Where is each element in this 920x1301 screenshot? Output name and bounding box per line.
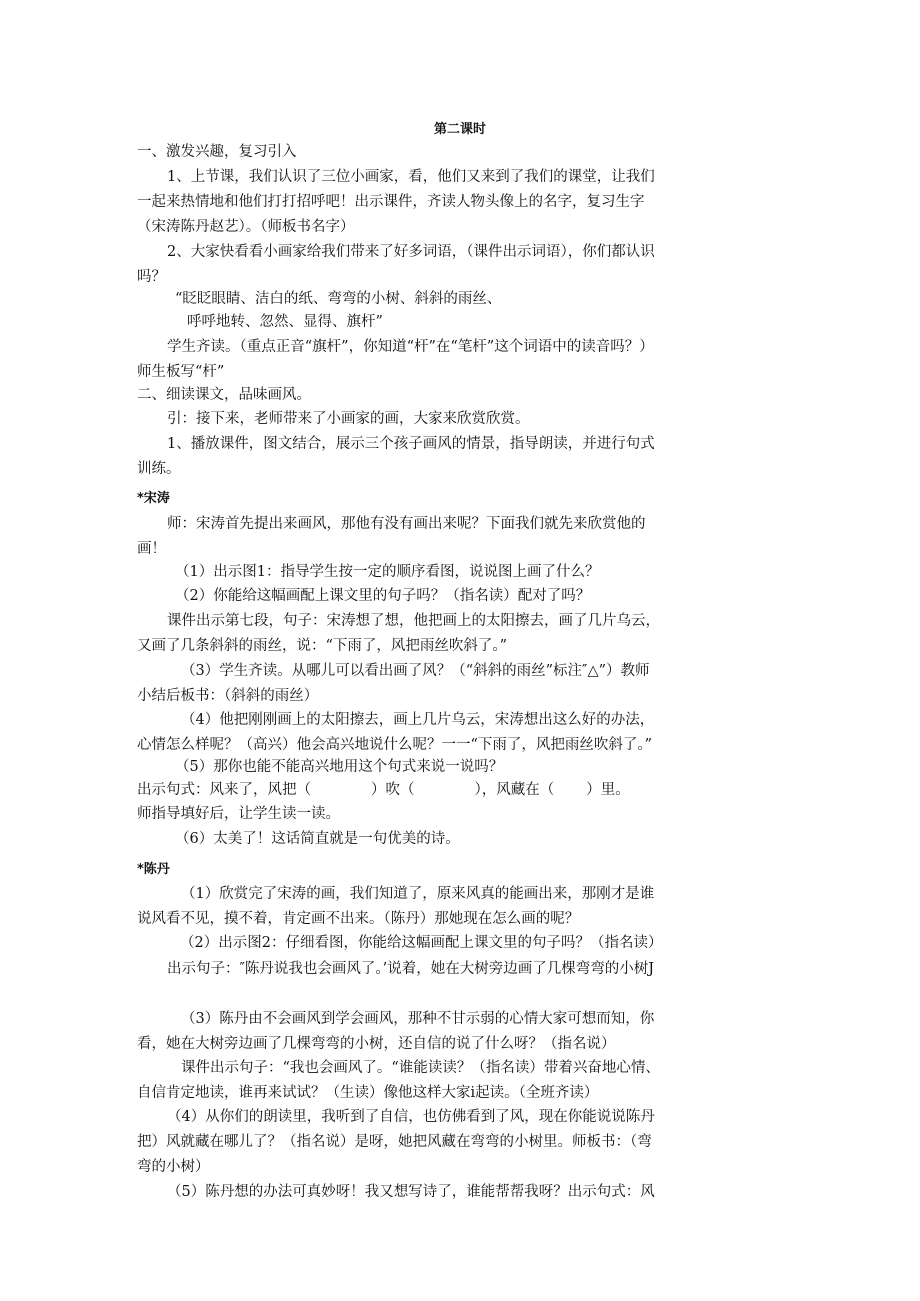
sentence-pattern-part-c: ），风藏在（ [474,782,555,798]
sentence-pattern-part-b: ）吹（ [371,782,415,798]
paragraph-pronunciation: 学生齐读。（重点正音“旗杆”，你知道“杆”在“笔杆”这个词语中的读音吗？）师生板写“杆” [137,339,654,380]
paragraph-chendan-5: （5）陈丹想的办法可真妙呀！我又想写诗了，谁能帮帮我呀？出示句式：风 [167,1184,655,1200]
word-list-line-2: 呼呼地转、忽然、显得、旗杆” [187,314,383,330]
paragraph-chendan-4: （4）从你们的朗读里，我听到了自信，也仿佛看到了风，现在你能说说陈丹把）风就藏在哪儿了？（指名说）是呀，她把风藏在弯弯的小树里。师板书：（弯弯的小树） [137,1109,655,1175]
paragraph-chendan-2: （2）出示图2：仔细看图，你能给这幅画配上课文里的句子吗？（指名读） [180,935,663,951]
paragraph-fill-read: 师指导填好后，让学生读一读。 [137,806,340,822]
paragraph-vocabulary: 2、大家快看看小画家给我们带来了好多词语，（课件出示词语），你们都认识吗？ [137,244,655,285]
sentence-pattern-part-a: 出示句式：风来了，风把（ [137,782,311,798]
paragraph-step-5: （5）那你也能不能高兴地用这个句式来说一说吗？ [175,759,504,775]
paragraph-courseware: 1、播放课件，图文结合，展示三个孩子画风的情景，指导朗读，并进行句式训练。 [137,436,655,477]
section-heading-1: 一、激发兴趣，复习引入 [137,144,297,160]
lesson-title: 第二课时 [433,122,486,137]
paragraph-songtao-intro: 师：宋涛首先提出来画风，那他有没有画出来呢？下面我们就先来欣赏他的画！ [137,516,646,557]
paragraph-chendan-3: （3）陈丹由不会画风到学会画风，那种不甘示弱的心情大家可想而知，你看，她在大树旁边画了几棵弯弯的小树，还自信的说了什么呀？（指名说） [137,1011,655,1052]
paragraph-intro: 引：接下来，老师带来了小画家的画，大家来欣赏欣赏。 [167,411,530,427]
sentence-pattern [137,780,630,800]
paragraph-chendan-sentence: 出示句子：″陈丹说我也会画风了。’说着，她在大树旁边画了几棵弯弯的小树J [167,961,655,977]
character-heading-songtao: *宋涛 [137,491,170,506]
word-list-line-1: “眨眨眼睛、洁白的纸、弯弯的小树、斜斜的雨丝、 [175,291,502,307]
paragraph-step-3: （3）学生齐读。从哪儿可以看出画了风？（“斜斜的雨丝”标注″△”）教师小结后板书：（斜斜的雨丝） [137,663,650,704]
section-heading-2: 二、细读课文，品味画风。 [137,387,311,403]
paragraph-chendan-reading: 课件出示句子：“我也会画风了。“谁能读读？（指名读）带着兴奋地心情、自信肯定地读，谁再来试试？（生读）像他这样大家i起读。（全班齐读） [137,1060,660,1101]
paragraph-seventh-section: 课件出示第七段，句子：宋涛想了想，他把画上的太阳擦去，画了几片乌云，又画了几条斜斜的雨丝，说：“下雨了，风把雨丝吹斜了。” [137,613,660,654]
paragraph-review-names: 1、上节课，我们认识了三位小画家，看，他们又来到了我们的课堂，让我们一起来热情地和他们打打招呼吧！出示课件，齐读人物头像上的名字，复习生字（宋涛陈丹赵艺）。（师板书名字） [137,169,655,235]
paragraph-chendan-1: （1）欣赏完了宋涛的画，我们知道了，原来风真的能画出来，那刚才是谁说风看不见，摸不着，肯定画不出来。（陈丹）那她现在怎么画的呢？ [137,886,655,927]
character-heading-chendan: *陈丹 [137,862,170,877]
paragraph-step-6: （6）太美了！这话简直就是一句优美的诗。 [175,831,460,847]
paragraph-step-1: （1）出示图1：指导学生按一定的顺序看图，说说图上画了什么？ [175,564,600,580]
paragraph-step-4: （4）他把刚刚画上的太阳擦去，画上几片乌云，宋涛想出这么好的办法，心情怎么样呢？（高兴）他会高兴地说什么呢？一一“下雨了，风把雨丝吹斜了。” [137,712,655,753]
paragraph-step-2: （2）你能给这幅画配上课文里的句子吗？（指名读）配对了吗？ [175,588,591,604]
sentence-pattern-part-d: ）里。 [586,782,630,798]
